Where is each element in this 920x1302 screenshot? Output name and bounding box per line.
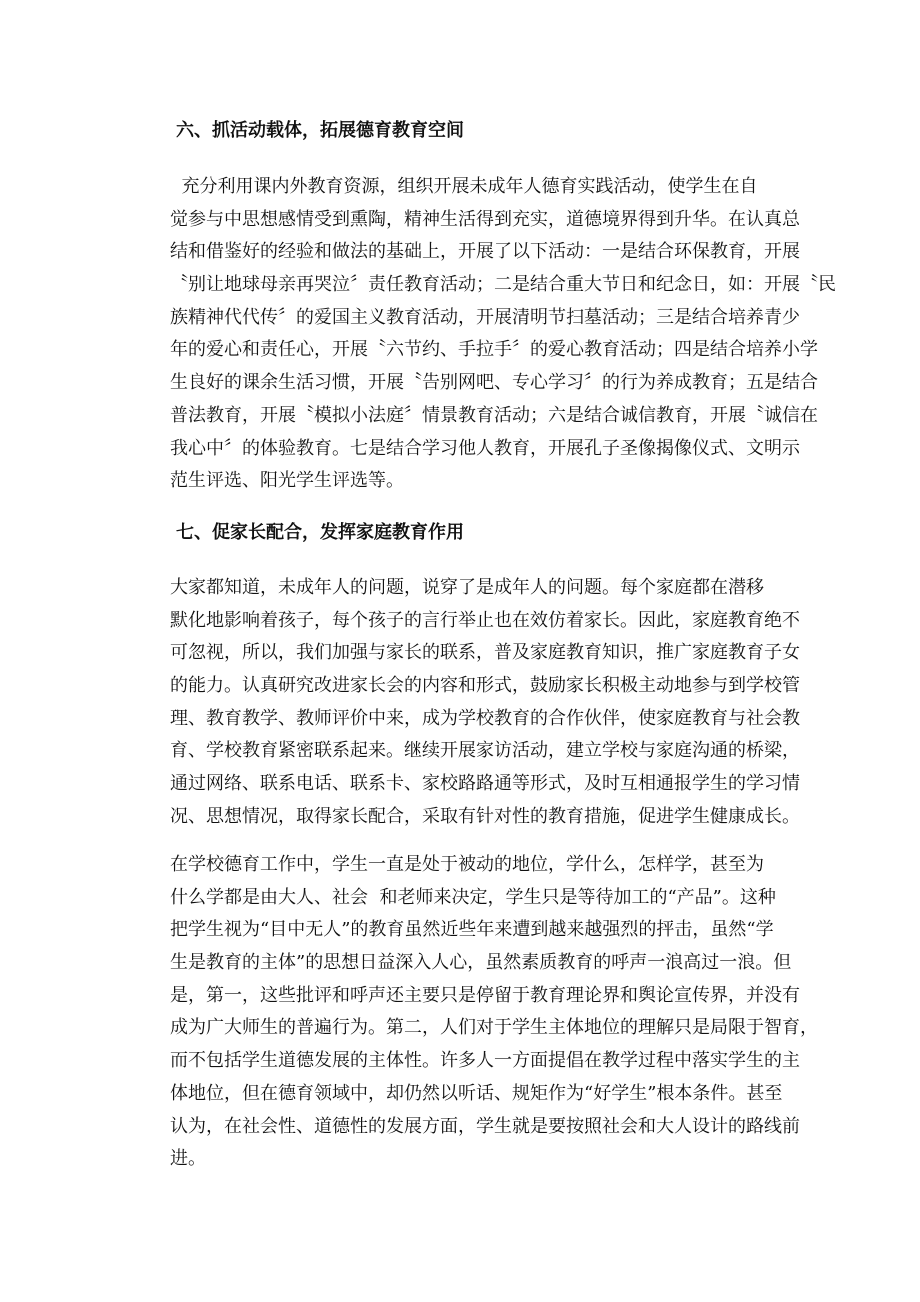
text-line: 范生评选、阳光学生评选等。 xyxy=(170,470,404,492)
text-line: 通过网络、联系电话、联系卡、家校路路通等形式，及时互相通报学生的学习情 xyxy=(170,773,800,795)
text-line: 理、教育教学、教师评价中来，成为学校教育的合作伙伴，使家庭教育与社会教 xyxy=(170,707,800,729)
text-line: 成为广大师生的普遍行为。第二，人们对于学生主体地位的理解只是局限于智育， xyxy=(170,1017,818,1039)
section-heading-6: 六、抓活动载体，拓展德育教育空间 xyxy=(176,120,464,141)
paragraph-activities xyxy=(170,171,836,498)
text-line: 年的爱心和责任心，开展〝六节约、手拉手〞的爱心教育活动；四是结合培养小学 xyxy=(170,339,818,361)
text-line: 生良好的课余生活习惯，开展〝告别网吧、专心学习〞的行为养成教育；五是结合 xyxy=(170,372,818,394)
text-line: 体地位，但在德育领域中，却仍然以听话、规矩作为“好学生”根本条件。甚至 xyxy=(170,1082,783,1104)
text-line: 默化地影响着孩子，每个孩子的言行举止也在效仿着家长。因此，家庭教育绝不 xyxy=(170,609,800,631)
text-line: 族精神代代传〞的爱国主义教育活动，开展清明节扫墓活动；三是结合培养青少 xyxy=(170,306,800,328)
text-line: 在学校德育工作中，学生一直是处于被动的地位，学什么，怎样学，甚至为 xyxy=(170,854,764,875)
text-line: 普法教育，开展〝模拟小法庭〞情景教育活动；六是结合诚信教育，开展〝诚信在 xyxy=(170,404,818,426)
paragraph-student-subjectivity xyxy=(170,849,818,1176)
text-line: 可忽视，所以，我们加强与家长的联系，普及家庭教育知识，推广家庭教育子女 xyxy=(170,642,800,664)
text-line: 的能力。认真研究改进家长会的内容和形式，鼓励家长积极主动地参与到学校管 xyxy=(170,675,800,697)
text-line: 大家都知道，未成年人的问题，说穿了是成年人的问题。每个家庭都在潜移 xyxy=(170,577,764,598)
text-line: 况、思想情况，取得家长配合，采取有针对性的教育措施，促进学生健康成长。 xyxy=(170,805,800,827)
text-line: 是，第一，这些批评和呼声还主要只是停留于教育理论界和舆论宣传界，并没有 xyxy=(170,984,800,1006)
text-line: 〝别让地球母亲再哭泣〞责任教育活动；二是结合重大节日和纪念日，如：开展〝民 xyxy=(170,274,836,296)
text-line: 结和借鉴好的经验和做法的基础上，开展了以下活动：一是结合环保教育，开展 xyxy=(170,241,800,263)
paragraph-family-education xyxy=(170,572,800,834)
text-line: 觉参与中思想感情受到熏陶，精神生活得到充实，道德境界得到升华。在认真总 xyxy=(170,208,800,230)
text-line: 而不包括学生道德发展的主体性。许多人一方面提倡在教学过程中落实学生的主 xyxy=(170,1050,800,1072)
text-line: 生是教育的主体”的思想日益深入人心，虽然素质教育的呼声一浪高过一浪。但 xyxy=(170,952,792,974)
text-line: 我心中〞的体验教育。七是结合学习他人教育，开展孔子圣像揭像仪式、文明示 xyxy=(170,437,800,459)
text-line: 育、学校教育紧密联系起来。继续开展家访活动，建立学校与家庭沟通的桥梁， xyxy=(170,740,800,762)
section-heading-7: 七、促家长配合，发挥家庭教育作用 xyxy=(176,522,464,543)
text-line: 什么学都是由大人、社会 和老师来决定，学生只是等待加工的“产品”。这种 xyxy=(170,886,776,908)
text-line: 认为，在社会性、道德性的发展方面，学生就是要按照社会和大人设计的路线前 xyxy=(170,1115,800,1137)
text-line: 进。 xyxy=(170,1148,206,1170)
text-line: 把学生视为“目中无人”的教育虽然近些年来遭到越来越强烈的抨击，虽然“学 xyxy=(170,919,774,941)
text-line: 充分利用课内外教育资源，组织开展未成年人德育实践活动，使学生在自 xyxy=(170,176,758,197)
